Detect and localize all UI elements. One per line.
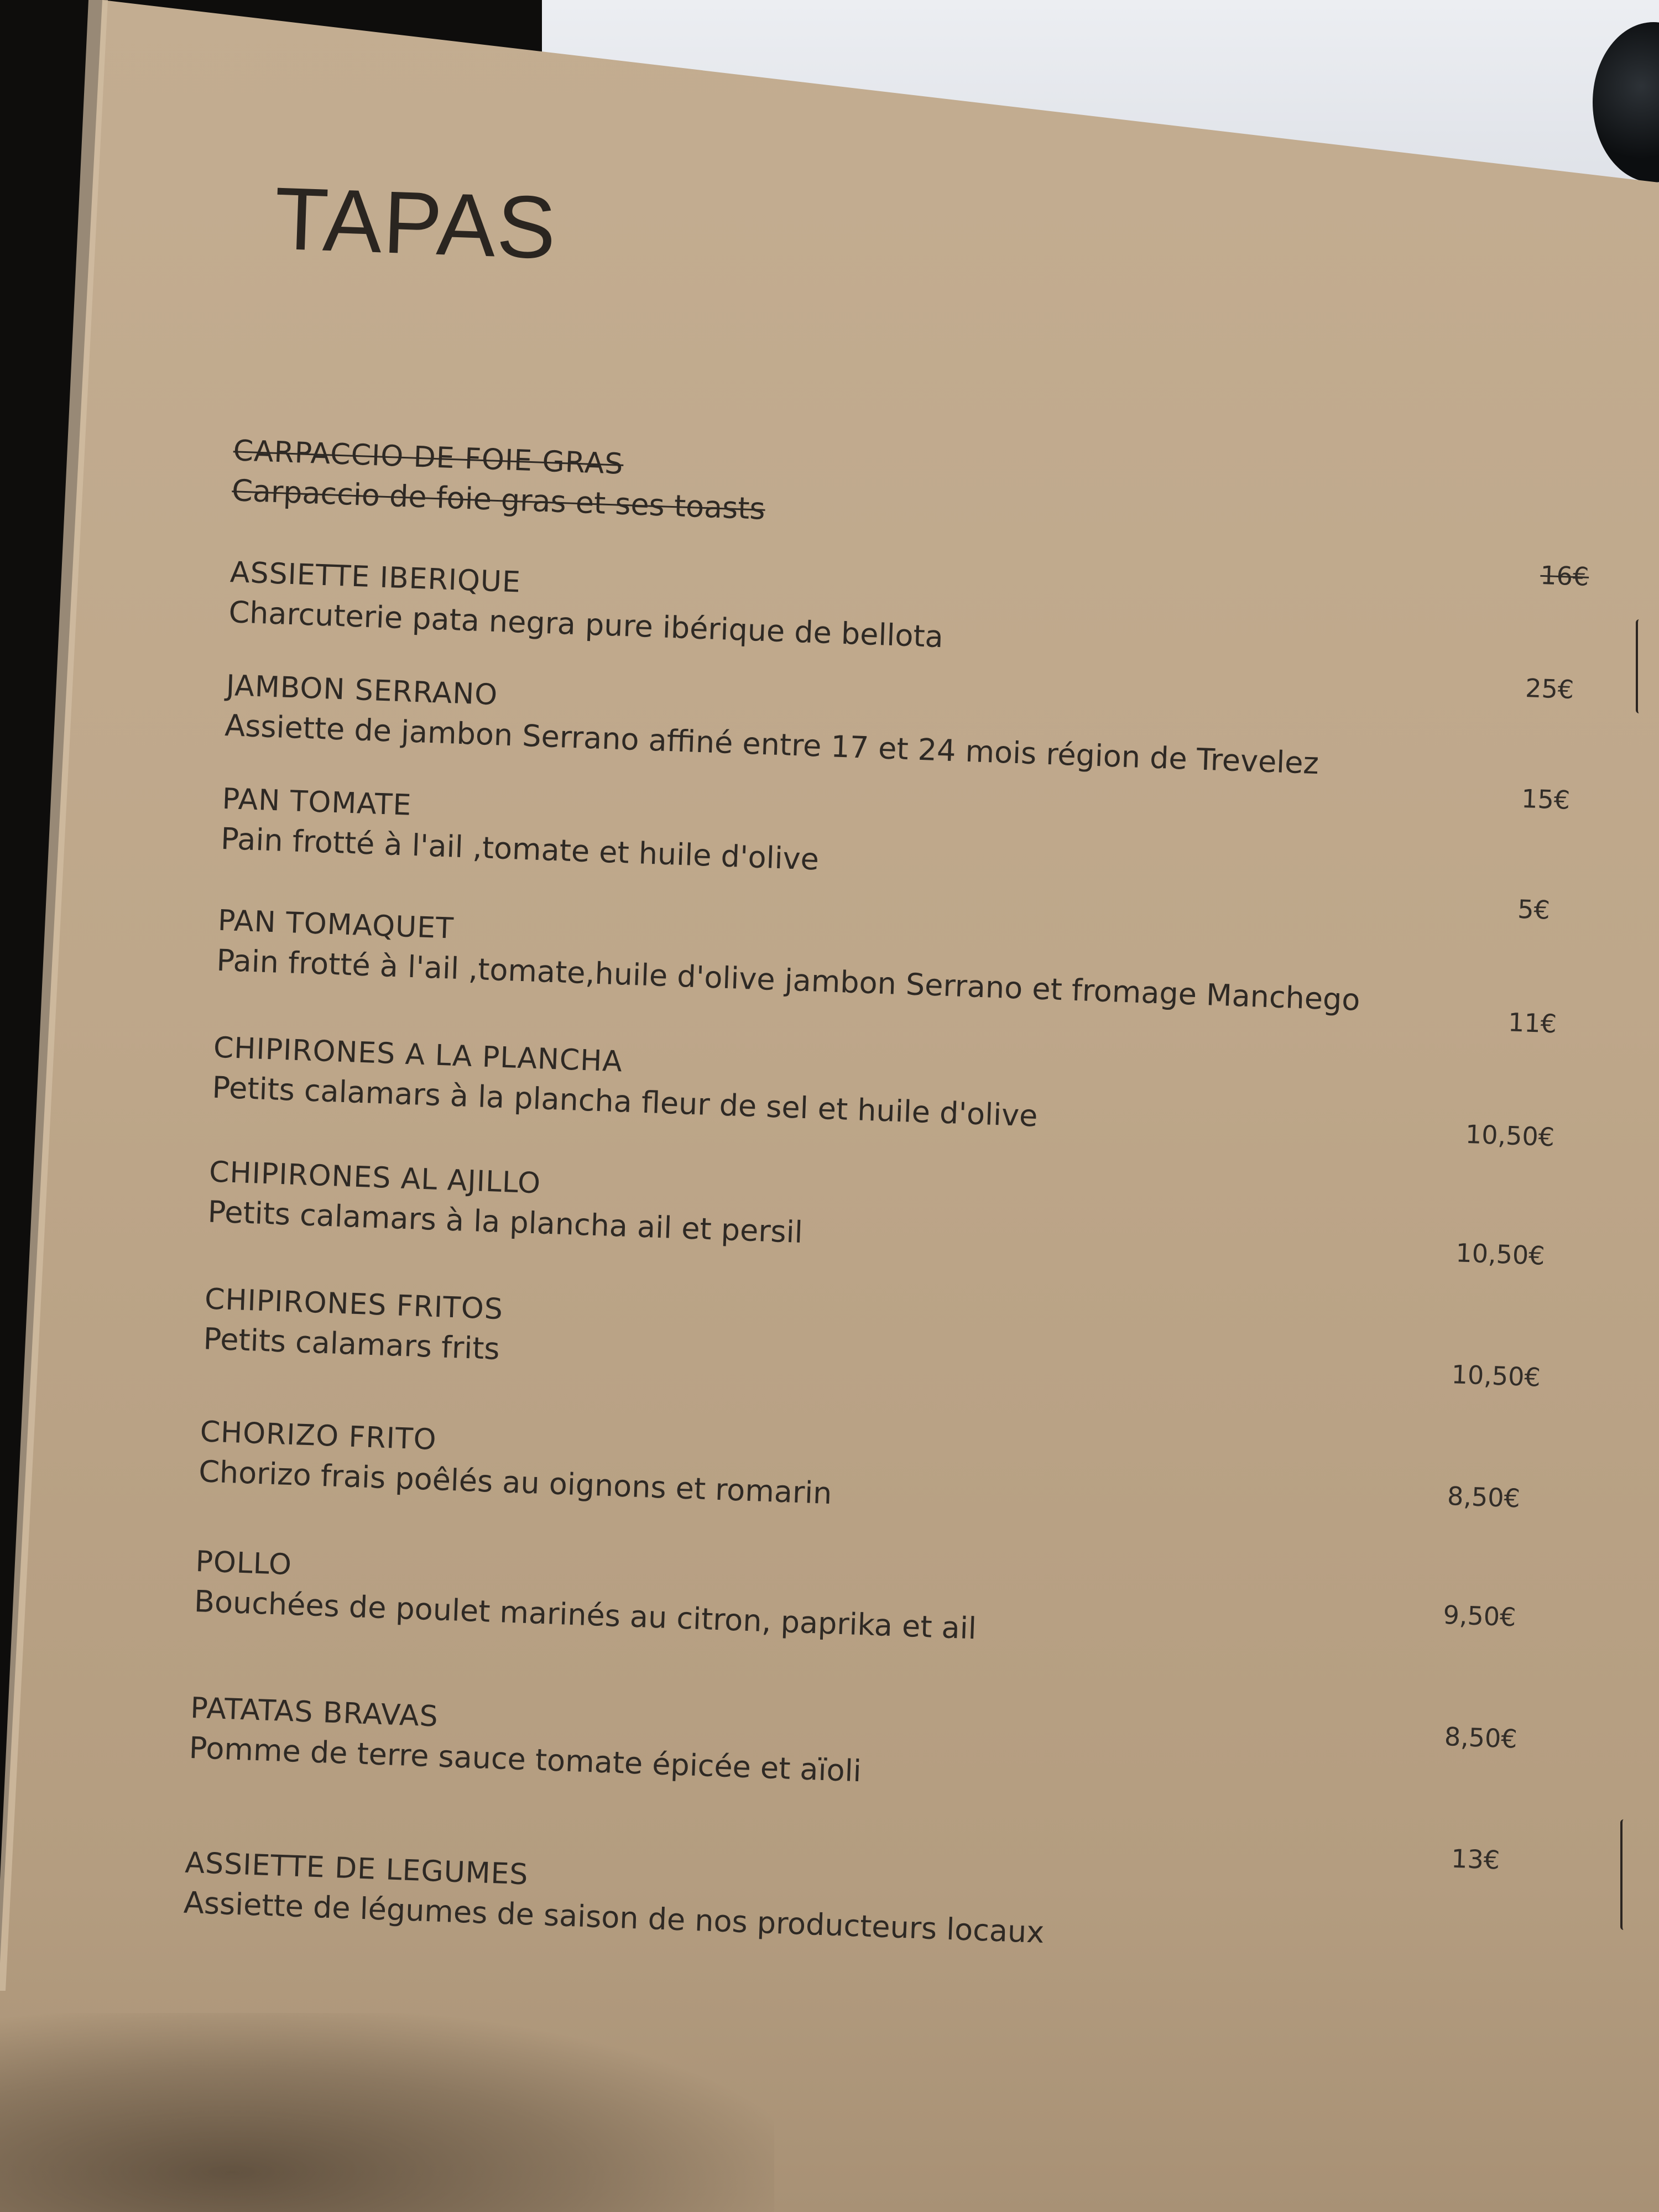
menu-item-name: PAN TOMATE: [221, 782, 413, 822]
menu-item-description: Petits calamars à la plancha fleur de sel et huile d'olive: [211, 1070, 1039, 1134]
menu-item-name: ASSIETTE IBERIQUE: [229, 556, 521, 599]
menu-item-name: CHIPIRONES AL AJILLO: [208, 1155, 542, 1201]
menu-item-description: Petits calamars à la plancha ail et persil: [207, 1194, 804, 1250]
menu-item-description: Pain frotté à l'ail ,tomate,huile d'olive jambon Serrano et fromage Manchego: [216, 942, 1361, 1018]
menu-item-description: Assiette de légumes de saison de nos producteurs locaux: [183, 1885, 1045, 1950]
menu-item-name: CHIPIRONES FRITOS: [204, 1282, 504, 1327]
menu-item-price: 13€: [1451, 1843, 1501, 1875]
menu-item-description: Charcuterie pata negra pure ibérique de bellota: [228, 594, 944, 655]
menu-item-description: Bouchées de poulet marinés au citron, paprika et ail: [194, 1584, 977, 1646]
menu-item-name: POLLO: [195, 1545, 293, 1582]
menu-item-name: JAMBON SERRANO: [225, 669, 499, 712]
menu-item-description: Chorizo frais poêlés au oignons et romarin: [198, 1454, 833, 1511]
menu-item-name: ASSIETTE DE LEGUMES: [184, 1846, 529, 1892]
menu-item-name: CHORIZO FRITO: [199, 1415, 437, 1457]
menu-item-description: Pain frotté à l'ail ,tomate et huile d'olive: [220, 821, 820, 877]
menu-title: TAPAS: [273, 168, 559, 278]
menu-item-description: Assiette de jambon Serrano affiné entre 17 et 24 mois région de Trevelez: [224, 708, 1319, 781]
menu-item-price: 25€: [1525, 673, 1574, 705]
menu-item-price: 11€: [1507, 1007, 1557, 1039]
binding-ring: [1620, 1819, 1628, 1930]
menu-item-price: 10,50€: [1455, 1238, 1546, 1271]
menu-item-price: 8,50€: [1447, 1481, 1521, 1514]
menu-item-description: Pomme de terre sauce tomate épicée et aïoli: [188, 1730, 862, 1789]
menu-item-name: PAN TOMAQUET: [217, 904, 455, 946]
menu-item-price: 8,50€: [1444, 1721, 1518, 1754]
menu-item-price: 16€: [1540, 560, 1590, 592]
menu-item-price: 10,50€: [1465, 1119, 1555, 1152]
menu-item-price: 5€: [1517, 894, 1551, 925]
menu-item-price: 9,50€: [1442, 1599, 1517, 1632]
menu-item-name: CHIPIRONES A LA PLANCHA: [213, 1031, 623, 1079]
menu-item-name: CARPACCIO DE FOIE GRAS: [232, 434, 624, 481]
menu-item-price: 10,50€: [1451, 1359, 1541, 1392]
menu-item-price: 15€: [1521, 783, 1571, 815]
menu-item-description: Petits calamars frits: [202, 1321, 500, 1366]
menu-item-name: PATATAS BRAVAS: [190, 1691, 439, 1734]
menu-item-description: Carpaccio de foie gras et ses toasts: [231, 473, 766, 526]
